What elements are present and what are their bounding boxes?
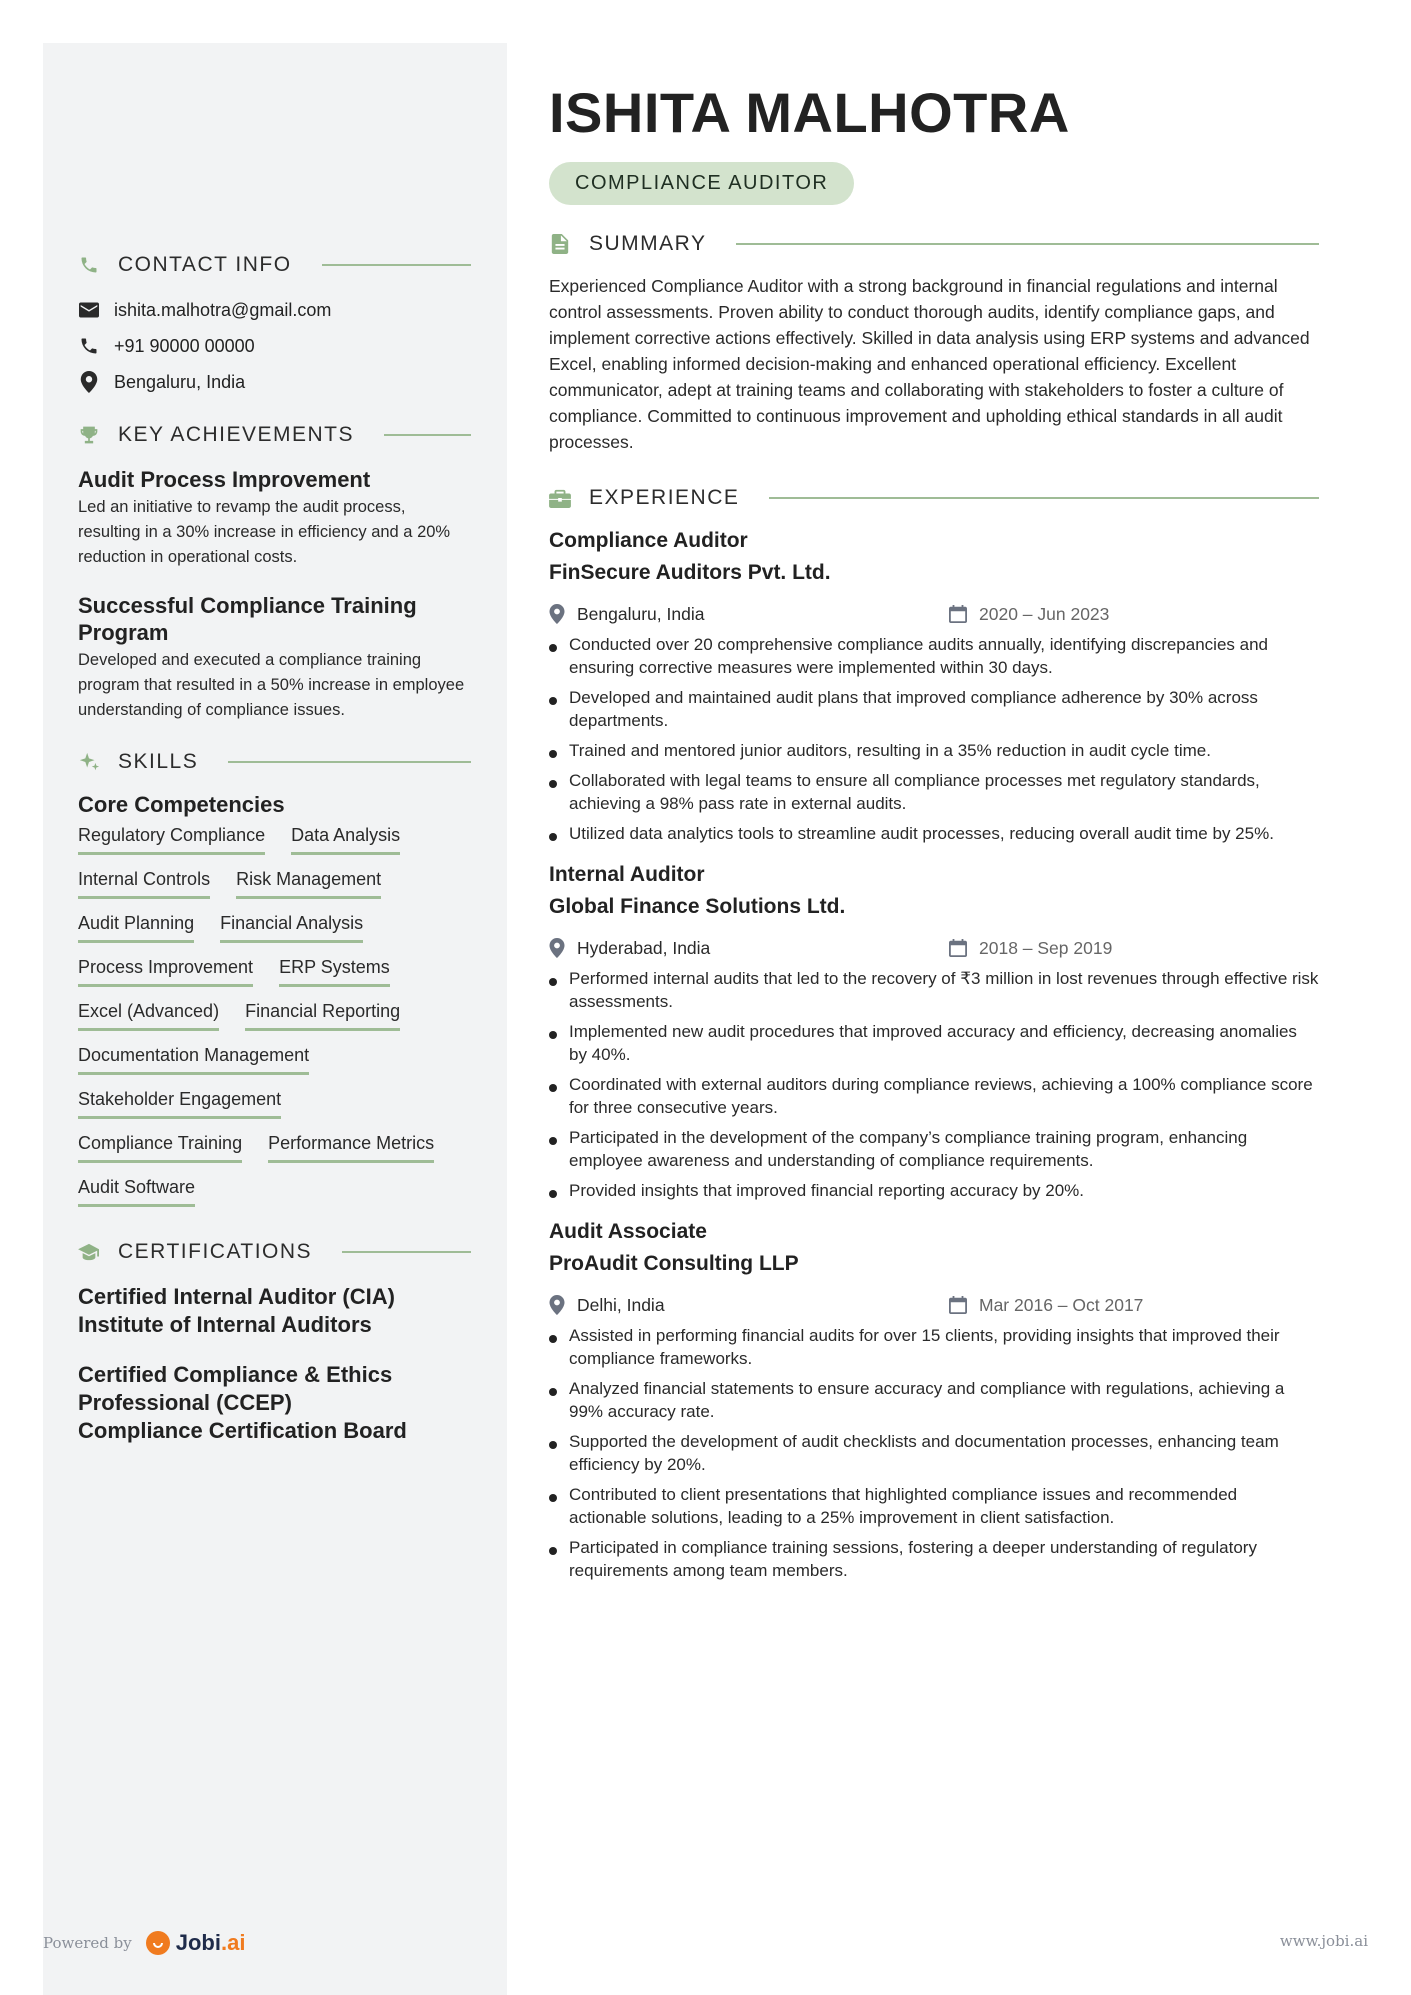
skill-tag: Excel (Advanced)	[78, 1001, 219, 1031]
job-company: ProAudit Consulting LLP	[549, 1252, 799, 1275]
experience-heading-title: EXPERIENCE	[589, 486, 740, 509]
job-bullets	[549, 633, 1319, 845]
job-entry	[549, 1216, 1319, 1582]
certification-item	[78, 1361, 471, 1445]
contact-location: Bengaluru, India	[114, 371, 246, 392]
job-bullets	[549, 1324, 1319, 1582]
calendar-icon	[949, 605, 967, 623]
job-bullet: Provided insights that improved financial reporting accuracy by 20%.	[549, 1179, 1319, 1202]
graduation-cap-icon	[78, 1241, 100, 1263]
job-meta	[549, 597, 1319, 631]
job-location	[549, 604, 949, 625]
job-dates-text: Mar 2016 – Oct 2017	[979, 1294, 1144, 1315]
skill-tag: Regulatory Compliance	[78, 825, 265, 855]
skill-tag: Financial Analysis	[220, 913, 363, 943]
certification-name: Certified Internal Auditor (CIA)	[78, 1284, 395, 1309]
skill-tag: Financial Reporting	[245, 1001, 400, 1031]
summary-heading-title: SUMMARY	[589, 232, 707, 255]
trophy-icon	[78, 424, 100, 446]
skills-heading-title: SKILLS	[118, 750, 199, 773]
skill-tag: ERP Systems	[279, 957, 390, 987]
contact-email[interactable]: ishita.malhotra@gmail.com	[114, 299, 332, 320]
phone-icon	[78, 254, 100, 276]
sparkle-icon	[78, 751, 100, 773]
skill-tag: Audit Software	[78, 1177, 195, 1207]
logo-main: Jobi	[175, 1930, 221, 1955]
phone-icon	[78, 336, 100, 356]
job-bullet: Coordinated with external auditors during compliance reviews, achieving a 100% compliance score for three consecutive years.	[549, 1073, 1319, 1119]
contact-phone-row	[78, 328, 471, 364]
job-bullet: Contributed to client presentations that highlighted compliance issues and recommended actionable solutions, leading to a 25% improvement in client satisfaction.	[549, 1483, 1319, 1529]
job-location-text: Hyderabad, India	[577, 937, 711, 958]
job-company: FinSecure Auditors Pvt. Ltd.	[549, 561, 831, 584]
job-dates	[949, 604, 1109, 625]
contact-heading	[78, 248, 471, 282]
skill-tag: Compliance Training	[78, 1133, 242, 1163]
footer-url[interactable]: www.jobi.ai	[1279, 1932, 1368, 1950]
skills-subheading: Core Competencies	[78, 792, 285, 817]
job-bullet: Implemented new audit procedures that improved accuracy and efficiency, decreasing anomalies by 40%.	[549, 1020, 1319, 1066]
achievement-item	[78, 592, 471, 723]
briefcase-icon	[549, 487, 571, 509]
skills-heading	[78, 745, 471, 779]
job-dates	[949, 1295, 1143, 1316]
job-dates-text: 2018 – Sep 2019	[979, 937, 1113, 958]
contact-phone[interactable]: +91 90000 00000	[114, 335, 255, 356]
experience-heading	[549, 481, 1319, 515]
skill-tag: Risk Management	[236, 869, 381, 899]
skill-tag: Documentation Management	[78, 1045, 309, 1075]
certification-name: Certified Compliance & Ethics Professional (CCEP)	[78, 1362, 393, 1415]
skill-tag: Audit Planning	[78, 913, 194, 943]
job-bullet: Trained and mentored junior auditors, resulting in a 35% reduction in audit cycle time.	[549, 739, 1319, 762]
calendar-icon	[949, 939, 967, 957]
job-location-text: Delhi, India	[577, 1294, 665, 1315]
certifications-heading-title: CERTIFICATIONS	[118, 1240, 313, 1263]
job-company: Global Finance Solutions Ltd.	[549, 895, 846, 918]
location-pin-icon	[78, 371, 100, 393]
location-pin-icon	[549, 938, 565, 958]
divider	[736, 243, 1319, 245]
divider	[228, 761, 471, 763]
candidate-name: ISHITA MALHOTRA	[549, 81, 1070, 144]
job-bullet: Participated in the development of the company’s compliance training program, enhancing employee awareness and understanding of compliance requirements.	[549, 1126, 1319, 1172]
jobi-logo-icon	[146, 1931, 170, 1955]
calendar-icon	[949, 1296, 967, 1314]
job-meta	[549, 1288, 1319, 1322]
divider	[342, 1251, 471, 1253]
job-bullet: Supported the development of audit checklists and documentation processes, enhancing team efficiency by 20%.	[549, 1430, 1319, 1476]
skill-tag: Performance Metrics	[268, 1133, 434, 1163]
jobi-logo-text[interactable]	[176, 1930, 246, 1956]
job-bullet: Conducted over 20 comprehensive compliance audits annually, identifying discrepancies and ensuring corrective measures were implemented within 30 days.	[549, 633, 1319, 679]
job-location	[549, 1295, 949, 1316]
job-entry	[549, 525, 1319, 845]
contact-heading-title: CONTACT INFO	[118, 253, 292, 276]
role-badge: COMPLIANCE AUDITOR	[549, 162, 854, 205]
job-entry	[549, 859, 1319, 1202]
achievement-title: Audit Process Improvement	[78, 467, 371, 492]
job-bullets	[549, 967, 1319, 1202]
job-title: Compliance Auditor	[549, 529, 748, 552]
job-location-text: Bengaluru, India	[577, 603, 705, 624]
divider	[769, 497, 1319, 499]
powered-by-label: Powered by	[43, 1934, 132, 1952]
certifications-heading	[78, 1235, 471, 1269]
job-title: Internal Auditor	[549, 863, 705, 886]
main-content	[549, 80, 1319, 1589]
job-meta	[549, 931, 1319, 965]
job-bullet: Performed internal audits that led to the recovery of ₹3 million in lost revenues through effective risk assessments.	[549, 967, 1319, 1013]
job-bullet: Developed and maintained audit plans that improved compliance adherence by 30% across departments.	[549, 686, 1319, 732]
achievement-item	[78, 466, 471, 570]
skill-tag: Stakeholder Engagement	[78, 1089, 281, 1119]
sidebar	[43, 43, 507, 1995]
certification-issuer: Compliance Certification Board	[78, 1418, 407, 1443]
sidebar-content	[78, 248, 471, 1445]
certification-issuer: Institute of Internal Auditors	[78, 1312, 372, 1337]
job-dates-text: 2020 – Jun 2023	[979, 603, 1110, 624]
job-bullet: Participated in compliance training sessions, fostering a deeper understanding of regulatory requirements among team members.	[549, 1536, 1319, 1582]
certification-item	[78, 1283, 471, 1339]
mail-icon	[78, 302, 100, 318]
job-title: Audit Associate	[549, 1220, 707, 1243]
achievement-description: Developed and executed a compliance training program that resulted in a 50% increase in employee understanding of compliance issues.	[78, 651, 465, 719]
divider	[384, 434, 471, 436]
achievements-heading	[78, 418, 471, 452]
location-pin-icon	[549, 604, 565, 624]
achievements-heading-title: KEY ACHIEVEMENTS	[118, 423, 355, 446]
skill-tag: Data Analysis	[291, 825, 400, 855]
document-icon	[549, 233, 571, 255]
summary-text: Experienced Compliance Auditor with a strong background in financial regulations and internal control assessments. Proven ability to conduct thorough audits, identify compliance gaps, and implement corrective actions effectively. Skilled in data analysis using ERP systems and advanced Excel, enabling informed decision-making and enhanced operational efficiency. Excellent communicator, adept at training teams and collaborating with stakeholders to foster a culture of compliance. Committed to continuous improvement and upholding ethical standards in all audit processes.	[549, 276, 1310, 452]
location-pin-icon	[549, 1295, 565, 1315]
summary-heading	[549, 227, 1319, 261]
contact-email-row	[78, 292, 471, 328]
job-bullet: Assisted in performing financial audits for over 15 clients, providing insights that improved their compliance frameworks.	[549, 1324, 1319, 1370]
logo-suffix: .ai	[220, 1930, 246, 1955]
job-location	[549, 938, 949, 959]
contact-location-row	[78, 364, 471, 400]
skill-tag: Process Improvement	[78, 957, 253, 987]
footer-branding	[43, 1930, 245, 1956]
achievement-description: Led an initiative to revamp the audit process, resulting in a 30% increase in efficiency and a 20% reduction in operational costs.	[78, 498, 451, 566]
skills-list	[78, 825, 471, 1221]
job-bullet: Utilized data analytics tools to streamline audit processes, reducing overall audit time by 25%.	[549, 822, 1319, 845]
divider	[322, 264, 471, 266]
job-bullet: Analyzed financial statements to ensure accuracy and compliance with regulations, achieving a 99% accuracy rate.	[549, 1377, 1319, 1423]
job-bullet: Collaborated with legal teams to ensure all compliance processes met regulatory standards, achieving a 98% pass rate in external audits.	[549, 769, 1319, 815]
achievement-title: Successful Compliance Training Program	[78, 593, 417, 645]
skill-tag: Internal Controls	[78, 869, 210, 899]
job-dates	[949, 938, 1112, 959]
